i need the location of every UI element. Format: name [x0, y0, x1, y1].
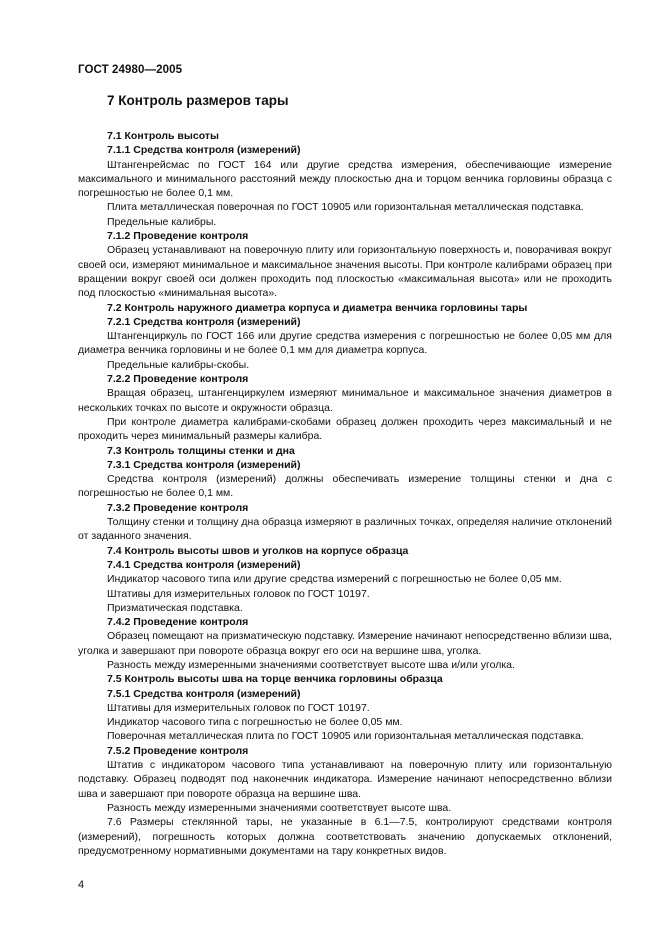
- subsection-heading: 7.5 Контроль высоты шва на торце венчика горловины образца: [107, 673, 443, 686]
- paragraph: Образец помещают на призматическую подставку. Измерение начинают непосредственно вблизи шва, уголка и завершают при повороте образца вокруг его оси на вершине шва, уголка.: [78, 630, 612, 657]
- clause-heading: 7.4.1 Средства контроля (измерений): [107, 558, 301, 571]
- subsection-heading: 7.4 Контроль высоты швов и уголков на корпусе образца: [107, 544, 409, 557]
- clause-heading: 7.2.1 Средства контроля (измерений): [107, 315, 301, 328]
- subsection-heading: 7.2 Контроль наружного диаметра корпуса и диаметра венчика горловины тары: [107, 301, 528, 314]
- paragraph: Толщину стенки и толщину дна образца измеряют в различных точках, определяя наличие отклонений от заданного значения.: [78, 516, 612, 543]
- paragraph: 7.6 Размеры стеклянной тары, не указанные в 6.1—7.5, контролируют средствами контроля (измерений), погрешность которых должна соответствовать значению допускаемых отклонений, предусмотренному нормативными документами на тару конкретных видов.: [78, 816, 612, 857]
- paragraph: Средства контроля (измерений) должны обеспечивать измерение толщины стенки и дна с погрешностью не более 0,1 мм.: [78, 473, 612, 500]
- section-title: 7 Контроль размеров тары: [107, 93, 289, 108]
- clause-heading: 7.1.1 Средства контроля (измерений): [107, 144, 301, 157]
- paragraph: Разность между измеренными значениями соответствует высоте шва и/или уголка.: [107, 658, 515, 671]
- paragraph: Предельные калибры-скобы.: [107, 358, 250, 371]
- document-body: [78, 129, 612, 858]
- paragraph: Индикатор часового типа или другие средства измерений с погрешностью не более 0,05 мм.: [107, 573, 562, 586]
- clause-heading: 7.1.2 Проведение контроля: [107, 230, 249, 243]
- paragraph: Предельные калибры.: [107, 215, 217, 228]
- paragraph: Штангенрейсмас по ГОСТ 164 или другие средства измерения, обеспечивающие измерение максимального и минимального расстояний между плоскостью дна и торцом венчика горловины образца с погрешностью не более 0,1 мм.: [78, 158, 612, 200]
- subsection-heading: 7.1 Контроль высоты: [107, 130, 219, 142]
- paragraph: Плита металлическая поверочная по ГОСТ 10905 или горизонтальная металлическая подставка.: [107, 201, 584, 214]
- page-number: 4: [78, 879, 85, 891]
- subsection-heading: 7.3 Контроль толщины стенки и дна: [107, 444, 295, 457]
- clause-heading: 7.5.1 Средства контроля (измерений): [107, 687, 301, 700]
- paragraph: Штангенциркуль по ГОСТ 166 или другие средства измерения с погрешностью не более 0,05 мм для диаметра венчика горловины и не более 0,1 мм для диаметра корпуса.: [78, 330, 612, 357]
- clause-heading: 7.3.2 Проведение контроля: [107, 501, 249, 514]
- clause-heading: 7.3.1 Средства контроля (измерений): [107, 458, 301, 471]
- clause-heading: 7.4.2 Проведение контроля: [107, 616, 249, 629]
- paragraph: Индикатор часового типа с погрешностью не более 0,05 мм.: [107, 716, 403, 729]
- paragraph: Поверочная металлическая плита по ГОСТ 10905 или горизонтальная металлическая подставка.: [107, 730, 584, 743]
- clause-heading: 7.5.2 Проведение контроля: [107, 744, 249, 757]
- paragraph: Образец устанавливают на поверочную плиту или горизонтальную поверхность и, поворачивая вокруг своей оси, измеряют минимальное и максимальное значения высоты. При контроле калибрами образец при вращении вокруг своей оси должен проходить под плоскостью «максимальная высота» или не проходить под плоскостью «минимальная высота».: [78, 244, 612, 300]
- paragraph: Штатив с индикатором часового типа устанавливают на поверочную плиту или горизонтальную подставку. Образец подводят под наконечник индикатора. Измерение начинают непосредственно вблизи шва и завершают при повороте образца на вершине шва.: [78, 759, 612, 800]
- paragraph: Призматическая подставка.: [107, 601, 243, 614]
- paragraph: При контроле диаметра калибрами-скобами образец должен проходить через максимальный и не проходить через минимальный размеры калибра.: [78, 415, 612, 443]
- paragraph: Штативы для измерительных головок по ГОСТ 10197.: [107, 701, 370, 714]
- paragraph: Разность между измеренными значениями соответствует высоте шва.: [107, 801, 452, 814]
- paragraph: Штативы для измерительных головок по ГОСТ 10197.: [107, 587, 370, 600]
- clause-heading: 7.2.2 Проведение контроля: [107, 373, 249, 386]
- paragraph: Вращая образец, штангенциркулем измеряют минимальное и максимальное значения диаметров в нескольких точках по высоте и окружности образца.: [78, 387, 612, 414]
- document-code: ГОСТ 24980—2005: [78, 64, 183, 76]
